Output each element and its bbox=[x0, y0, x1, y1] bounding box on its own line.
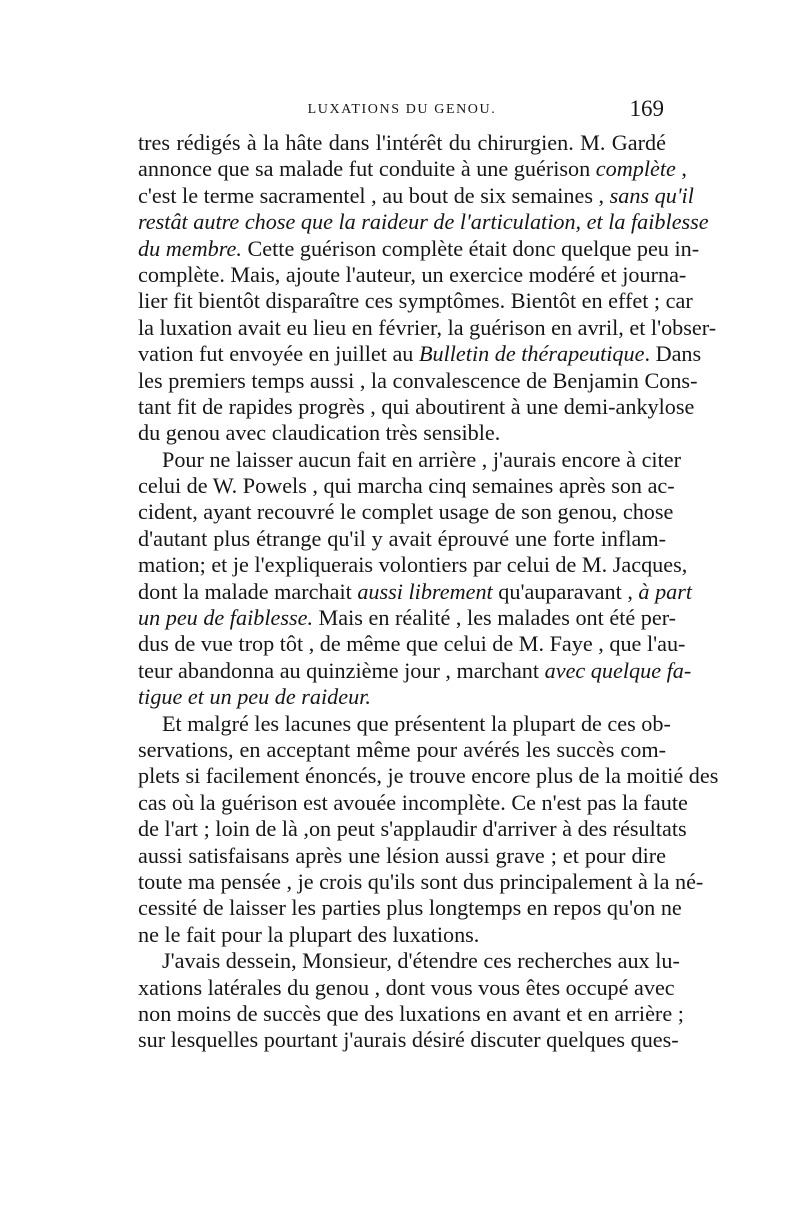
text-line bbox=[138, 235, 700, 262]
text-line bbox=[138, 261, 687, 288]
italic-text: Bulletin de thérapeutique bbox=[418, 341, 645, 367]
running-title: LUXATIONS DU GENOU. bbox=[307, 102, 497, 117]
text-segment: non moins de succès que des luxations en avant et en arrière ; bbox=[138, 1000, 684, 1026]
text-segment: mation; et je l'expliquerais volontiers par celui de M. Jacques, bbox=[138, 552, 688, 578]
text-line bbox=[138, 552, 688, 578]
italic-text: aussi librement bbox=[357, 578, 493, 604]
text-segment: dus de vue trop tôt , de même que celui de M. Faye , que l'au- bbox=[138, 631, 686, 657]
text-line bbox=[138, 1027, 679, 1053]
text-line bbox=[138, 895, 682, 921]
text-segment: annonce que sa malade fut conduite à une guérison bbox=[138, 156, 596, 182]
text-segment: dont la malade marchait bbox=[138, 578, 358, 604]
text-line bbox=[138, 922, 666, 948]
text-line bbox=[138, 710, 671, 737]
text-segment: . Dans bbox=[644, 341, 702, 367]
text-line bbox=[138, 684, 666, 710]
book-page bbox=[138, 96, 719, 1054]
text-segment: Cette guérison complète était donc quelque peu in- bbox=[241, 235, 700, 261]
text-line bbox=[138, 1000, 684, 1027]
text-segment: Pour ne laisser aucun fait en arrière , j'aurais encore à citer bbox=[162, 446, 681, 472]
text-line bbox=[138, 763, 719, 789]
text-segment: toute ma pensée , je crois qu'ils sont dus principalement à la né- bbox=[138, 868, 704, 894]
text-segment: vation fut envoyée en juillet au bbox=[138, 341, 419, 367]
text-line bbox=[138, 182, 694, 209]
text-segment: Mais en réalité , les malades ont été per- bbox=[313, 605, 677, 631]
text-line bbox=[138, 843, 666, 869]
text-segment: la luxation avait eu lieu en février, la guérison en avril, et l'obser- bbox=[138, 314, 717, 340]
body-text bbox=[138, 130, 719, 1054]
italic-text: un peu de faiblesse. bbox=[138, 605, 313, 631]
text-line bbox=[138, 288, 693, 314]
text-line bbox=[138, 367, 698, 394]
text-line bbox=[138, 341, 702, 367]
text-line bbox=[138, 657, 692, 684]
text-segment: plets si facilement énoncés, je trouve encore plus de la moitié des bbox=[138, 763, 719, 789]
text-segment: celui de W. Powels , qui marcha cinq semaines après son ac- bbox=[138, 473, 675, 499]
text-line bbox=[138, 420, 666, 446]
text-line bbox=[138, 156, 687, 182]
text-segment: sur lesquelles pourtant j'aurais désiré discuter quelques ques- bbox=[138, 1027, 679, 1053]
text-segment: servations, en acceptant même pour avérés les succès com- bbox=[138, 736, 666, 762]
text-line bbox=[138, 789, 688, 816]
text-line bbox=[138, 526, 666, 552]
text-line bbox=[138, 130, 666, 156]
text-line bbox=[138, 473, 675, 499]
text-line bbox=[138, 314, 717, 341]
text-segment: teur abandonna au quinzième jour , marchant bbox=[138, 657, 545, 683]
text-segment: d'autant plus étrange qu'il y avait éprouvé une forte inflam- bbox=[138, 525, 666, 551]
text-line bbox=[138, 209, 709, 235]
text-segment: de l'art ; loin de là ,on peut s'applaudir d'arriver à des résultats bbox=[138, 816, 687, 842]
text-segment: c'est le terme sacramentel , au bout de six semaines , bbox=[138, 182, 610, 208]
italic-text: complète bbox=[595, 156, 676, 182]
text-segment: ne le fait pour la plupart des luxations. bbox=[138, 921, 480, 947]
text-line bbox=[138, 868, 704, 895]
text-line bbox=[138, 393, 695, 420]
running-head bbox=[138, 98, 666, 132]
italic-text: avec quelque fa- bbox=[544, 657, 692, 683]
text-line bbox=[138, 974, 675, 1001]
text-line bbox=[138, 578, 693, 605]
text-segment: cident, ayant recouvré le complet usage de son genou, chose bbox=[138, 499, 674, 525]
text-segment: aussi satisfaisans après une lésion aussi grave ; et pour dire bbox=[138, 842, 666, 868]
text-line bbox=[138, 446, 681, 473]
text-segment: les premiers temps aussi , la convalescence de Benjamin Cons- bbox=[138, 367, 698, 393]
text-line bbox=[138, 948, 680, 974]
text-segment: , bbox=[675, 156, 687, 182]
text-segment: xations latérales du genou , dont vous vous êtes occupé avec bbox=[138, 974, 675, 1000]
text-segment: lier fit bientôt disparaître ces symptômes. Bientôt en effet ; car bbox=[138, 288, 693, 314]
italic-text: sans qu'il bbox=[609, 182, 694, 208]
text-segment: complète. Mais, ajoute l'auteur, un exercice modéré et journa- bbox=[138, 261, 687, 287]
text-line bbox=[138, 605, 677, 631]
text-line bbox=[138, 499, 674, 525]
text-line bbox=[138, 816, 687, 842]
text-line bbox=[138, 631, 686, 657]
text-segment: cas où la guérison est avouée incomplète. Ce n'est pas la faute bbox=[138, 789, 688, 815]
text-segment: tant fit de rapides progrès , qui aboutirent à une demi-ankylose bbox=[138, 393, 695, 419]
text-segment: du genou avec claudication très sensible. bbox=[138, 420, 501, 446]
text-segment: tres rédigés à la hâte dans l'intérêt du chirurgien. M. Gardé bbox=[138, 130, 666, 155]
italic-text: du membre. bbox=[138, 235, 242, 261]
text-segment: Et malgré les lacunes que présentent la plupart de ces ob- bbox=[162, 710, 671, 736]
italic-text: tigue et un peu de raideur. bbox=[138, 684, 371, 710]
text-segment: qu'auparavant , bbox=[492, 578, 639, 604]
text-segment: cessité de laisser les parties plus longtemps en repos qu'on ne bbox=[138, 895, 682, 921]
italic-text: à part bbox=[638, 578, 693, 604]
text-line bbox=[138, 737, 666, 763]
italic-text: restât autre chose que la raideur de l'articulation, et la faiblesse bbox=[138, 209, 709, 235]
page-number: 169 bbox=[629, 96, 664, 121]
text-segment: J'avais dessein, Monsieur, d'étendre ces recherches aux lu- bbox=[162, 948, 680, 974]
